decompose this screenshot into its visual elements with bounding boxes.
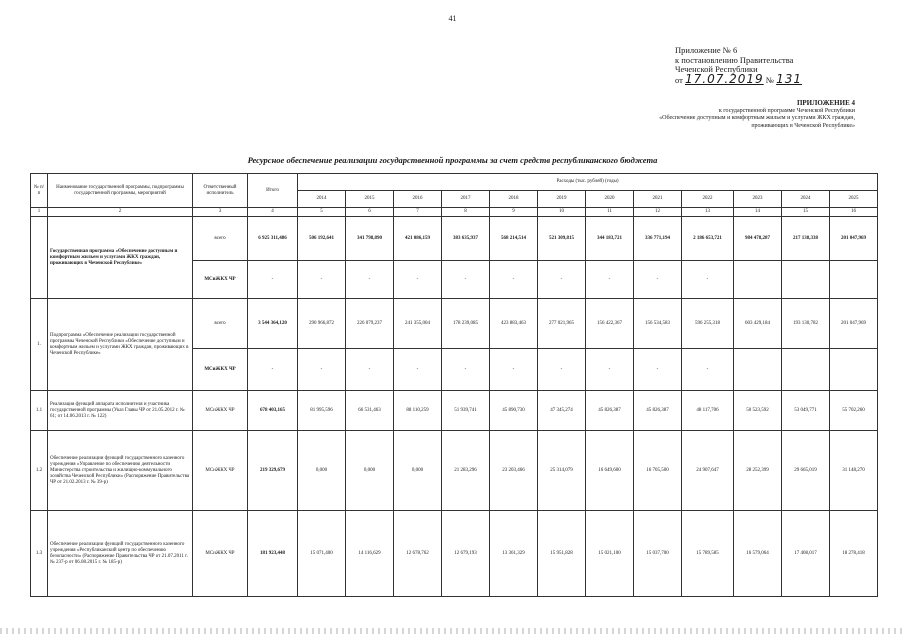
row-value: 14 116,629 [346, 511, 394, 597]
row-value [734, 261, 782, 299]
row-name: Обеспечение реализации функций государственного казенного учреждения «Управление по обеспечению деятельности Министерства строительства и жилищно-коммунального хозяйства Чеченской Республики» (Распоряжение Правительства ЧР от 21.02.2013 г. № 39-р) [48, 431, 193, 511]
row-value: 596 255,318 [682, 299, 734, 349]
row-value: 66 531,463 [346, 391, 394, 431]
row-value: 178 239,085 [442, 299, 490, 349]
row-value: 568 214,514 [490, 217, 538, 261]
row-total: 3 544 364,120 [248, 299, 298, 349]
column-number: 12 [634, 208, 682, 217]
row-value: 0,000 [394, 431, 442, 511]
column-number: 3 [193, 208, 248, 217]
row-responsible: всего [193, 299, 248, 349]
header-year: 2014 [298, 191, 346, 208]
column-number: 13 [682, 208, 734, 217]
appendix-4-line3: проживающих в Чеченской Республике» [751, 122, 855, 129]
row-value: 290 966,872 [298, 299, 346, 349]
row-number: 1.3 [31, 511, 48, 597]
appendix-6-date-line [675, 71, 875, 86]
row-value: 24 907,647 [682, 431, 734, 511]
column-number: 15 [782, 208, 830, 217]
row-value: 603 429,184 [734, 299, 782, 349]
column-number: 10 [538, 208, 586, 217]
row-value: 15 021,100 [586, 511, 634, 597]
row-value: 13 361,329 [490, 511, 538, 597]
page-number: 41 [448, 14, 457, 23]
header-row-colnums [31, 208, 878, 217]
appendix-6-line1: Приложение № 6 [675, 45, 738, 55]
row-value: 23 203,466 [490, 431, 538, 511]
handwritten-number: 131 [776, 71, 802, 86]
header-year: 2015 [346, 191, 394, 208]
row-value [830, 261, 878, 299]
from-prefix: от [675, 74, 683, 85]
row-value: - [346, 261, 394, 299]
document-title: Ресурсное обеспечение реализации государственной программы за счет средств республиканского бюджета [247, 155, 658, 165]
row-value: 28 252,399 [734, 431, 782, 511]
column-number: 14 [734, 208, 782, 217]
scan-edge-artifact [0, 628, 905, 634]
header-year: 2017 [442, 191, 490, 208]
row-value: - [394, 261, 442, 299]
row-value: - [682, 261, 734, 299]
column-number: 5 [298, 208, 346, 217]
row-value: 421 086,159 [394, 217, 442, 261]
column-number: 11 [586, 208, 634, 217]
resource-table [30, 173, 878, 597]
row-value: 156 422,367 [586, 299, 634, 349]
row-value: 16 705,500 [634, 431, 682, 511]
table-body [31, 174, 878, 597]
row-value [830, 349, 878, 391]
row-value: - [298, 349, 346, 391]
header-responsible: Ответственный исполнитель [193, 174, 248, 208]
row-responsible: МСиЖКХ ЧР [193, 261, 248, 299]
header-year: 2018 [490, 191, 538, 208]
row-value: 336 771,194 [634, 217, 682, 261]
column-number: 1 [31, 208, 48, 217]
number-prefix: № [765, 74, 774, 85]
header-name: Наименование государственной программы, подпрограммы государственной программы, мероприятий [48, 174, 193, 208]
row-value: - [682, 349, 734, 391]
row-value: 521 309,815 [538, 217, 586, 261]
row-value: 15 789,585 [682, 511, 734, 597]
row-name: Реализация функций аппарата исполнителя и участника государственной программы (Указ Главы ЧР от 21.05.2012 г. № 61; от 14.06.2013 г. № 122) [48, 391, 193, 431]
row-value: 29 665,019 [782, 431, 830, 511]
row-value: 984 478,287 [734, 217, 782, 261]
row-value: 25 314,079 [538, 431, 586, 511]
row-value: 17 408,017 [782, 511, 830, 597]
header-year: 2019 [538, 191, 586, 208]
row-value: - [346, 349, 394, 391]
row-value [734, 349, 782, 391]
row-name: Подпрограмма «Обеспечение реализации государственной программы Чеченской Республики «Обеспечение доступным и комфортным жильем и услугами ЖКХ граждан, проживающих в Чеченской Республике» [48, 299, 193, 391]
row-value: 217 138,338 [782, 217, 830, 261]
row-value: 15 071,400 [298, 511, 346, 597]
row-value: 45 826,387 [634, 391, 682, 431]
appendix-4-line1: к государственной программе Чеченской Республики [718, 107, 855, 114]
row-value: 21 283,296 [442, 431, 490, 511]
row-value: 277 021,965 [538, 299, 586, 349]
row-value: - [490, 349, 538, 391]
row-value: 51 939,741 [442, 391, 490, 431]
header-total: Итого [248, 174, 298, 208]
row-total: 181 923,448 [248, 511, 298, 597]
row-value: 12 678,762 [394, 511, 442, 597]
column-number: 9 [490, 208, 538, 217]
row-total: 678 403,165 [248, 391, 298, 431]
column-number: 6 [346, 208, 394, 217]
row-value: 344 183,721 [586, 217, 634, 261]
row-value: 88 110,259 [394, 391, 442, 431]
row-value: - [298, 261, 346, 299]
row-value: 18 278,418 [830, 511, 878, 597]
row-value: 12 679,193 [442, 511, 490, 597]
row-value: 2 186 653,721 [682, 217, 734, 261]
header-year: 2025 [830, 191, 878, 208]
row-value: 45 890,730 [490, 391, 538, 431]
row-value: 193 130,782 [782, 299, 830, 349]
row-value: 31 148,270 [830, 431, 878, 511]
row-responsible: МСиЖКХ ЧР [193, 391, 248, 431]
row-value: 226 079,237 [346, 299, 394, 349]
row-value: 0,000 [346, 431, 394, 511]
row-value: 341 798,890 [346, 217, 394, 261]
row-value: 0,000 [298, 431, 346, 511]
row-value: 53 049,771 [782, 391, 830, 431]
appendix-4-header [565, 100, 855, 130]
row-name: Государственная программа «Обеспечение доступным и комфортным жильем и услугами ЖКХ граждан, проживающих в Чеченской Республике» [48, 217, 193, 299]
row-value: 241 355,004 [394, 299, 442, 349]
row-value: - [442, 349, 490, 391]
header-expenses: Расходы (тыс. рублей) (годы) [298, 174, 878, 191]
header-year: 2016 [394, 191, 442, 208]
column-number: 16 [830, 208, 878, 217]
row-responsible: МСиЖКХ ЧР [193, 511, 248, 597]
row-value: - [538, 261, 586, 299]
row-value: 506 192,641 [298, 217, 346, 261]
table-row [31, 299, 878, 349]
table-row [31, 511, 878, 597]
table-row [31, 391, 878, 431]
row-value: 15 951,828 [538, 511, 586, 597]
appendix-6-header [675, 46, 875, 85]
row-value: 47 345,274 [538, 391, 586, 431]
row-value [782, 261, 830, 299]
column-number: 8 [442, 208, 490, 217]
row-number: 1.2 [31, 431, 48, 511]
header-row-1 [31, 174, 878, 191]
row-value: 81 995,596 [298, 391, 346, 431]
header-year: 2021 [634, 191, 682, 208]
row-number [31, 217, 48, 299]
header-year: 2024 [782, 191, 830, 208]
row-value: 383 635,937 [442, 217, 490, 261]
row-value: - [634, 261, 682, 299]
appendix-6-line3: Чеченской Республики [675, 64, 758, 74]
header-year: 2020 [586, 191, 634, 208]
row-value: - [586, 261, 634, 299]
row-value: 48 117,706 [682, 391, 734, 431]
row-value: 16 649,600 [586, 431, 634, 511]
row-responsible: всего [193, 217, 248, 261]
row-value: - [586, 349, 634, 391]
row-total: - [248, 349, 298, 391]
row-value: 45 826,387 [586, 391, 634, 431]
header-num: № п/п [31, 174, 48, 208]
row-total: - [248, 261, 298, 299]
row-responsible: МСиЖКХ ЧР [193, 349, 248, 391]
row-value: 55 702,260 [830, 391, 878, 431]
row-total: 219 329,679 [248, 431, 298, 511]
row-number: 1.1 [31, 391, 48, 431]
row-value: 201 047,969 [830, 217, 878, 261]
row-value: 16 579,064 [734, 511, 782, 597]
row-value: - [538, 349, 586, 391]
row-number: 1. [31, 299, 48, 391]
row-value: - [634, 349, 682, 391]
row-value: 156 534,583 [634, 299, 682, 349]
row-name: Обеспечение реализации функций государственного казенного учреждения «Республиканский центр по обеспечению безопасности» (Распоряжение Правительства ЧР от 21.07.2011 г. № 237-р от 06.08.2015 г. № 185-р) [48, 511, 193, 597]
row-value: 423 883,463 [490, 299, 538, 349]
table-row [31, 431, 878, 511]
appendix-6-line2: к постановлению Правительства [675, 54, 794, 65]
handwritten-date: 17.07.2019 [684, 71, 764, 86]
row-value: 201 047,969 [830, 299, 878, 349]
appendix-4-title: ПРИЛОЖЕНИЕ 4 [796, 99, 855, 107]
row-value: - [490, 261, 538, 299]
row-value [782, 349, 830, 391]
header-year: 2022 [682, 191, 734, 208]
row-value: 50 523,592 [734, 391, 782, 431]
header-year: 2023 [734, 191, 782, 208]
appendix-4-line2: «Обеспечение доступным и комфортным жильем и услугами ЖКХ граждан, [659, 115, 855, 122]
table-row [31, 217, 878, 261]
column-number: 2 [48, 208, 193, 217]
column-number: 4 [248, 208, 298, 217]
row-value: - [442, 261, 490, 299]
column-number: 7 [394, 208, 442, 217]
row-value: - [394, 349, 442, 391]
row-responsible: МСиЖКХ ЧР [193, 431, 248, 511]
row-total: 6 925 311,486 [248, 217, 298, 261]
row-value: 15 037,700 [634, 511, 682, 597]
